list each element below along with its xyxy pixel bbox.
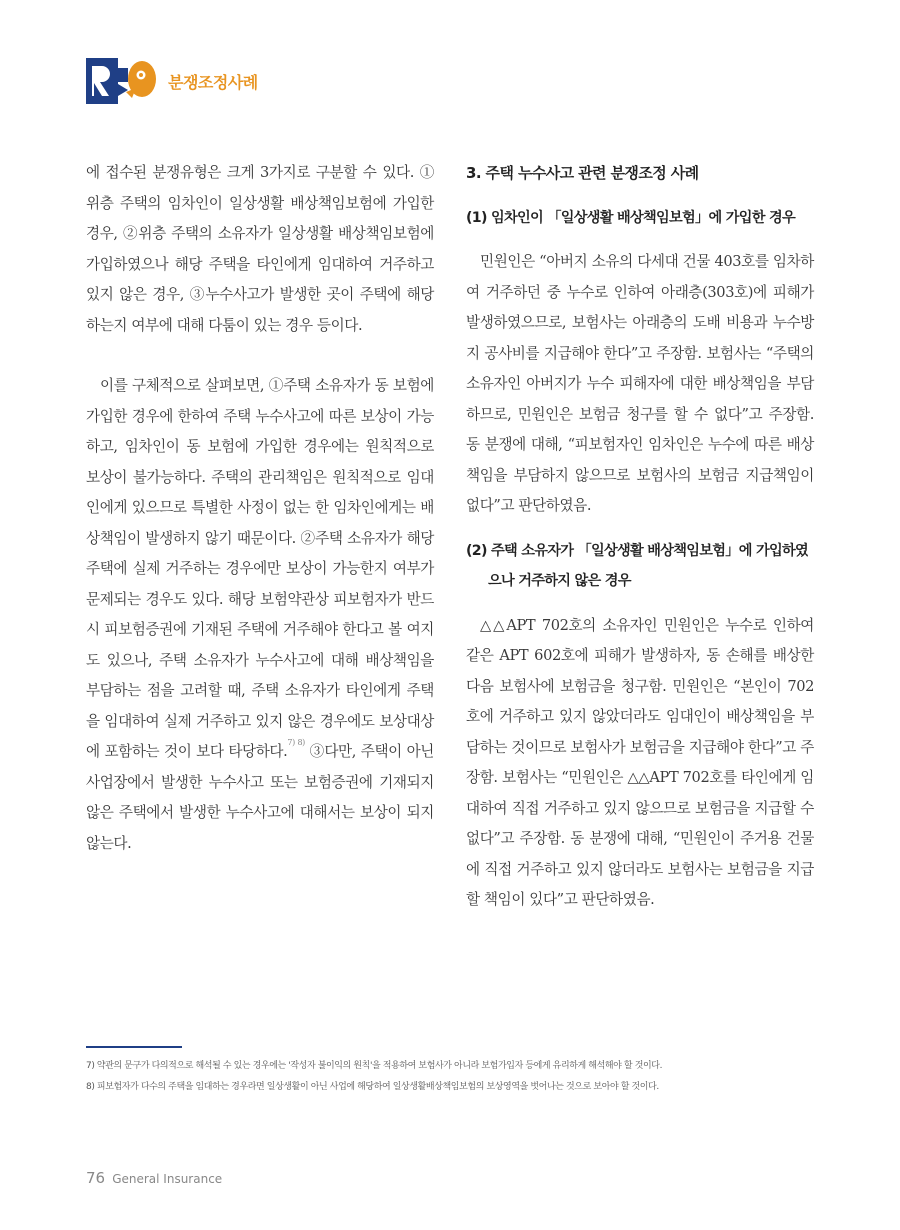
analysis-text-part2: ③다만, 주택이 아닌 사업장에서 발생한 누수사고 또는 보험증권에 기재되지 않은 주택에서 발생한 누수사고에 대해서는 보상이 되지 않는다.	[86, 743, 435, 852]
footnote-7: 7) 약관의 문구가 다의적으로 해석될 수 있는 경우에는 '작성자 불이익의 원칙'을 적용하여 보험사가 아니라 보험가입자 등에게 유리하게 해석해야 할 것이다.	[86, 1061, 663, 1071]
section-heading: 3. 주택 누수사고 관련 분쟁조정 사례	[466, 164, 699, 182]
analysis-paragraph	[86, 371, 434, 859]
magazine-name: General Insurance	[112, 1172, 223, 1186]
case2-paragraph: △△APT 702호의 소유자인 민원인은 누수로 인하여 같은 APT 602호에 피해가 발생하자, 동 손해를 배상한 다음 보험사에 보험금을 청구함. 민원인은 “본인이 702호에 거주하고 있지 않았더라도 임대인이 배상책임을 부담하는 것이므로 보험사가 보험금을 지급해야 한다”고 주장함. 보험사는 “민원인은 △△APT 702호를 타인에게 임대하여 직접 거주하고 있지 않으므로 보험금을 지급할 수 없다”고 주장함. 동 분쟁에 대해, “민원인이 주거용 건물에 직접 거주하고 있지 않더라도 보험사는 보험금을 지급할 책임이 있다”고 판단하였음.	[466, 616, 814, 908]
footnote-divider	[86, 1046, 182, 1048]
footnotes	[86, 1056, 826, 1098]
footnote-8: 8) 피보험자가 다수의 주택을 임대하는 경우라면 일상생활이 아닌 사업에 해당하여 일상생활배상책임보험의 보상영역을 벗어나는 것으로 보아야 할 것이다.	[86, 1082, 659, 1092]
page-number: 76	[86, 1169, 106, 1187]
intro-paragraph: 에 접수된 분쟁유형은 크게 3가지로 구분할 수 있다. ①위층 주택의 임차인이 일상생활 배상책임보험에 가입한 경우, ②위층 주택의 소유자가 일상생활 배상책임보험에 가입하였으나 해당 주택을 타인에게 임대하여 거주하고 있지 않은 경우, ③누수사고가 발생한 곳이 주택에 해당하는지 여부에 대해 다툼이 있는 경우 등이다.	[86, 164, 434, 334]
case1-paragraph: 민원인은 “아버지 소유의 다세대 건물 403호를 임차하여 거주하던 중 누수로 인하여 아래층(303호)에 피해가 발생하였으므로, 보험사는 아래층의 도배 비용과 누수방지 공사비를 지급해야 한다”고 주장함. 보험사는 “주택의 소유자인 아버지가 누수 피해자에 대한 배상책임을 부담하므로, 민원인은 보험금 청구를 할 수 없다”고 주장함. 동 분쟁에 대해, “피보험자인 임차인은 누수에 따른 배상책임을 부담하지 않으므로 보험사의 보험금 지급책임이 없다”고 판단하였음.	[466, 253, 814, 514]
right-column	[466, 158, 814, 916]
section-label: 분쟁조정사례	[168, 72, 258, 92]
left-column	[86, 158, 434, 859]
case1-heading: (1) 임차인이 「일상생활 배상책임보험」에 가입한 경우	[466, 209, 796, 226]
page-header	[86, 58, 258, 104]
dispute-logo-icon	[86, 58, 158, 104]
analysis-text-part1: 이를 구체적으로 살펴보면, ①주택 소유자가 동 보험에 가입한 경우에 한하여 주택 누수사고에 따른 보상이 가능하고, 임차인이 동 보험에 가입한 경우에는 원칙적으로 보상이 불가능하다. 주택의 관리책임은 원칙적으로 임대인에게 있으므로 특별한 사정이 없는 한 임차인에게는 배상책임이 발생하지 않기 때문이다. ②주택 소유자가 해당 주택에 실제 거주하는 경우에만 보상이 가능한지 여부가 문제되는 경우도 있다. 해당 보험약관상 피보험자가 반드시 피보험증권에 기재된 주택에 거주해야 한다고 볼 여지도 있으나, 주택 소유자가 누수사고에 대해 배상책임을 부담하는 점을 고려할 때, 주택 소유자가 타인에게 주택을 임대하여 실제 거주하고 있지 않은 경우에도 보상대상에 포함하는 것이 보다 타당하다.	[86, 377, 434, 760]
page-footer	[86, 1168, 222, 1187]
case2-heading: (2) 주택 소유자가 「일상생활 배상책임보험」에 가입하였으나 거주하지 않은 경우	[466, 542, 809, 589]
footnote-refs: 7) 8)	[287, 738, 305, 747]
